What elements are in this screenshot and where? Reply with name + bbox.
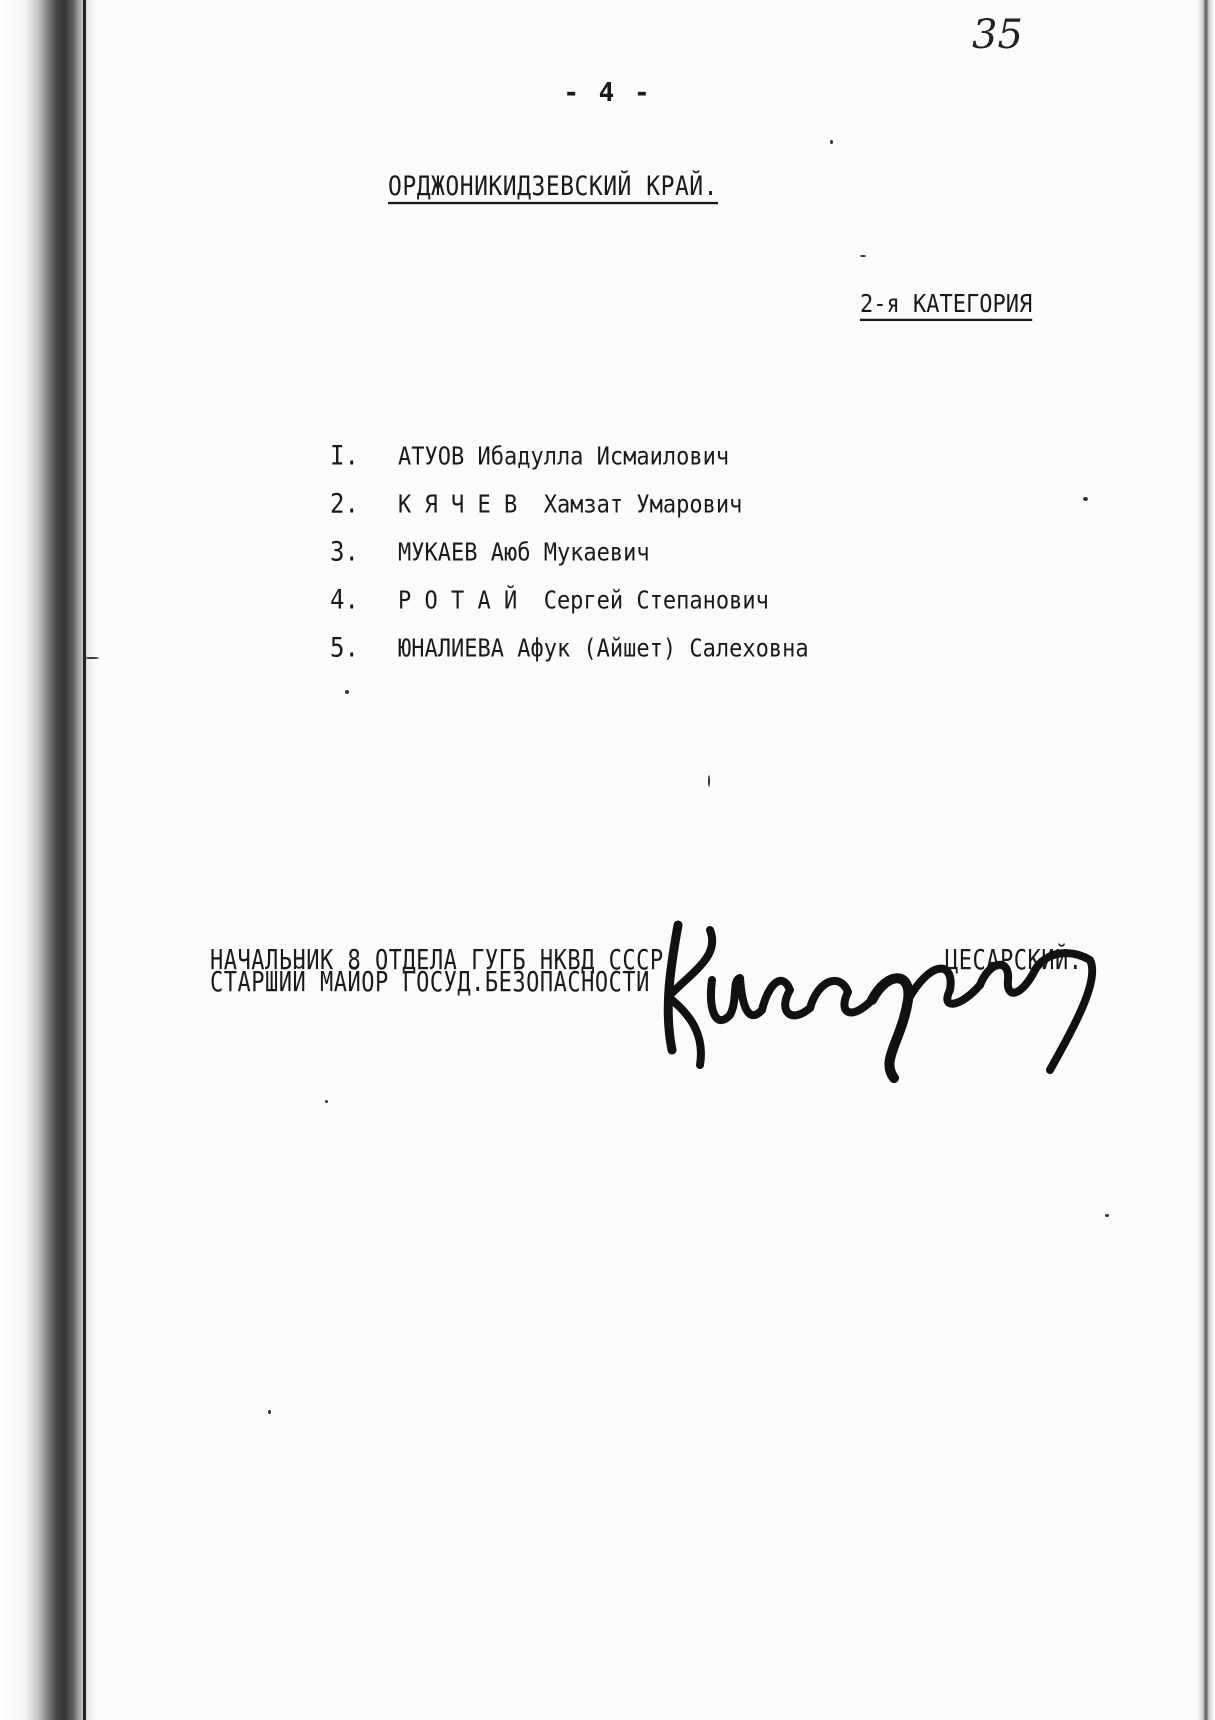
folio-number-handwritten: [968, 10, 1048, 60]
signer-title-line-2: СТАРШИЙ МАЙОР ГОСУД.БЕЗОПАСНОСТИ: [210, 967, 650, 999]
person-list: [330, 440, 809, 680]
scan-speck: [860, 255, 866, 257]
scan-speck: [830, 140, 833, 144]
scan-speck: [345, 690, 349, 694]
list-item-number: 4.: [330, 584, 359, 616]
person-name: ЮНАЛИЕВА Афук (Айшет) Салеховна: [398, 635, 809, 664]
list-item-number: 5.: [330, 632, 359, 664]
scan-speck: [708, 775, 710, 787]
binding-line: [83, 0, 86, 1720]
list-item-number: 3.: [330, 536, 359, 568]
scan-speck: [325, 1100, 328, 1103]
list-item-number: 2.: [330, 488, 359, 520]
person-name: АТУОВ Ибадулла Исмаилович: [398, 443, 730, 472]
person-name: МУКАЕВ Аюб Мукаевич: [398, 539, 650, 568]
person-name: К Я Ч Е В Хамзат Умарович: [398, 491, 743, 520]
signer-name: ЦЕСАРСКИЙ.: [945, 945, 1083, 977]
signer-title-line-1: НАЧАЛЬНИК 8 ОТДЕЛА ГУГБ НКВД СССР: [210, 945, 664, 977]
page-number: - 4 -: [563, 78, 652, 108]
list-item: [330, 440, 809, 494]
scan-edge-right: [1197, 0, 1215, 1720]
list-item: [330, 488, 809, 542]
list-item: [330, 536, 809, 590]
region-title: ОРДЖОНИКИДЗЕВСКИЙ КРАЙ.: [388, 172, 718, 202]
scan-speck: [268, 1410, 271, 1414]
scan-speck: [1105, 1214, 1109, 1217]
category-label: 2-я КАТЕГОРИЯ: [860, 290, 1033, 319]
scan-speck: [85, 657, 99, 659]
svg-text:35: 35: [972, 12, 1023, 58]
scan-speck: [1083, 497, 1088, 501]
list-item-number: I.: [330, 440, 359, 472]
handwritten-signature: [650, 900, 1130, 1090]
scan-edge-left: [0, 0, 95, 1720]
person-name: Р О Т А Й Сергей Степанович: [398, 587, 769, 616]
list-item: [330, 584, 809, 638]
list-item: [330, 632, 809, 686]
